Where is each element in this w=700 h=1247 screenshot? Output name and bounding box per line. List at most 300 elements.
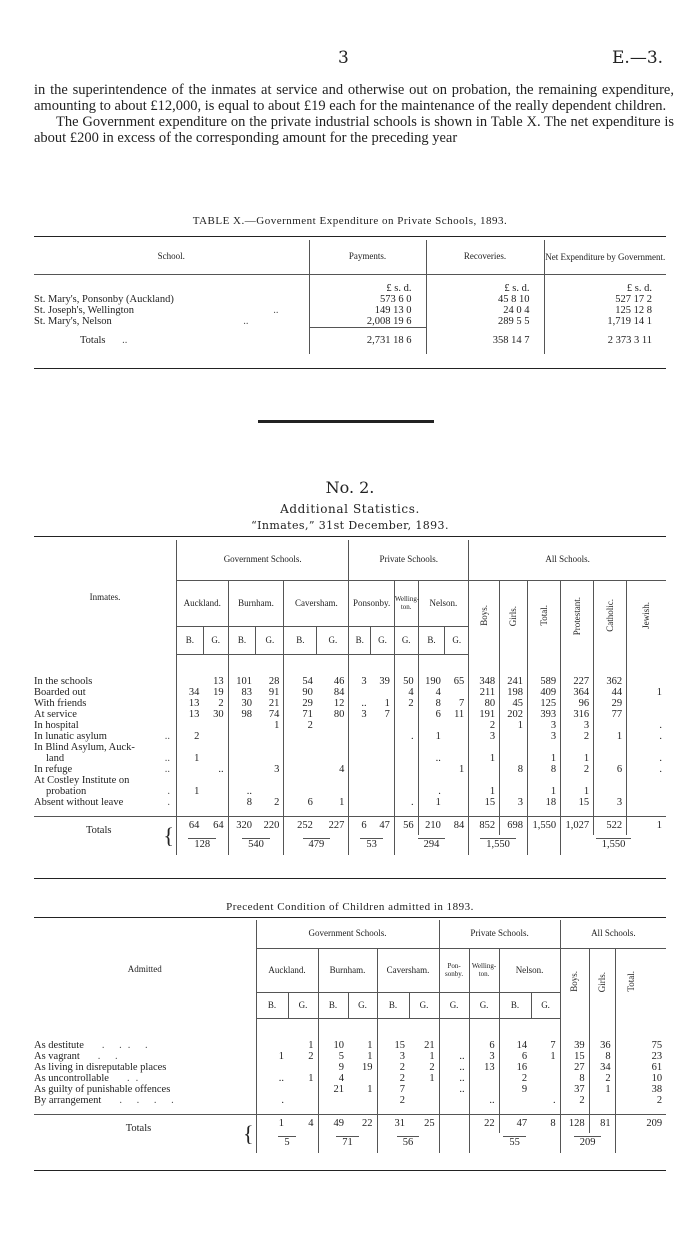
value-cell: .. <box>439 1062 469 1073</box>
col-g: G. <box>394 626 418 654</box>
value-cell <box>317 720 349 731</box>
row-label: land <box>46 753 65 764</box>
col-nelson: Nelson. <box>499 948 560 992</box>
col-wellington: Welling-ton. <box>394 580 418 626</box>
total-cell: 4 <box>308 1118 314 1129</box>
table-row <box>34 742 666 753</box>
total-cell: 84 <box>453 820 465 831</box>
col-girls: Girls. <box>596 971 607 992</box>
value-cell: 1 <box>627 687 666 698</box>
col-g: G. <box>317 626 349 654</box>
value-cell: 364 <box>561 687 594 698</box>
row-label: By arrangement <box>34 1095 102 1106</box>
value-cell: 83 <box>228 687 256 698</box>
table-row <box>34 316 666 328</box>
section-subtitle: Additional Statistics. <box>280 502 420 516</box>
col-catholic: Catholic. <box>604 599 615 633</box>
value-cell: 198 <box>500 687 528 698</box>
value-cell: 1 <box>589 1084 615 1095</box>
total-cell: 227 <box>328 820 345 831</box>
value-cell <box>256 742 284 753</box>
value-cell: 39 <box>560 1040 589 1051</box>
value-cell: 54 <box>284 676 317 687</box>
value-cell: .. <box>256 1073 288 1084</box>
value-cell: 2 <box>377 1095 409 1106</box>
row-label: In refuge <box>34 764 73 775</box>
value-cell <box>627 698 666 709</box>
value-cell <box>371 753 395 764</box>
value-cell: 3 <box>349 676 371 687</box>
total-cell: 209 <box>615 1114 666 1133</box>
value-cell <box>500 742 528 753</box>
value-cell: . <box>627 720 666 731</box>
value-cell: 191 <box>469 709 500 720</box>
total-cell: 47 <box>499 1114 531 1133</box>
unit-pay: £ s. d. <box>309 274 426 294</box>
value-cell: 1 <box>528 786 561 797</box>
value-cell <box>284 775 317 786</box>
value-cell: 1 <box>561 753 594 764</box>
table-row <box>34 720 666 731</box>
value-cell <box>318 1095 348 1106</box>
total-cell: 1 <box>627 816 666 835</box>
table-row <box>34 698 666 709</box>
value-cell: 1 <box>367 1051 373 1062</box>
totals-row: Totals { 1 4 49 22 31 25 22 47 8 128 81 209 <box>34 1114 666 1133</box>
value-cell <box>371 786 395 797</box>
value-cell: 1 <box>528 753 561 764</box>
value-cell: 2 <box>561 731 594 742</box>
value-cell: 15 <box>560 1051 589 1062</box>
value-cell <box>594 786 627 797</box>
value-cell: 50 <box>394 676 418 687</box>
total-cell: 1 <box>256 1114 288 1133</box>
value-cell: 14 <box>499 1040 531 1051</box>
total-cell: 220 <box>263 820 280 831</box>
value-cell <box>228 764 256 775</box>
inmates-table <box>34 540 666 855</box>
value-cell: 6 <box>418 709 445 720</box>
value-cell: 75 <box>615 1040 666 1051</box>
value-cell <box>445 775 469 786</box>
value-cell: 19 <box>362 1062 373 1073</box>
value-cell <box>256 786 284 797</box>
value-cell: 2 <box>176 731 203 742</box>
totals-label: Totals <box>80 335 106 346</box>
value-cell <box>176 676 203 687</box>
value-cell: 13 <box>213 676 224 687</box>
th-school: School. <box>34 240 309 274</box>
value-cell: 1 <box>367 1040 373 1051</box>
value-cell: 71 <box>284 709 317 720</box>
table-row <box>34 709 666 720</box>
table-row <box>34 797 666 808</box>
section-divider <box>258 420 434 423</box>
row-label: In lunatic asylum <box>34 731 107 742</box>
value-cell <box>176 764 203 775</box>
value-cell: 1 <box>384 698 390 709</box>
total-cell: 22 <box>362 1118 373 1129</box>
col-g: G. <box>409 992 439 1018</box>
value-cell <box>418 720 445 731</box>
col-girls: Girls. <box>508 605 519 626</box>
col-total: Total. <box>538 605 549 627</box>
value-cell: 96 <box>561 698 594 709</box>
value-cell: 2 <box>308 1051 314 1062</box>
value-cell: .. <box>228 786 256 797</box>
value-cell <box>371 775 395 786</box>
value-cell <box>176 720 203 731</box>
value-cell: 13 <box>176 698 203 709</box>
section-date: “Inmates,” 31st December, 1893. <box>251 519 449 532</box>
subtotal-cell: 56 <box>397 1136 420 1148</box>
col-b: B. <box>318 992 348 1018</box>
value-cell <box>288 1095 318 1106</box>
value-cell: . <box>418 786 445 797</box>
value-cell <box>203 720 228 731</box>
intro-paragraph-2: The Government expenditure on the private industrial schools is shown in Table X. The net expenditure is about £200 in excess of the corresponding amount for the preceding year <box>34 114 674 146</box>
leader-dots: . . <box>97 1051 124 1062</box>
total-cell: 8 <box>550 1118 556 1129</box>
value-cell: 101 <box>228 676 256 687</box>
value-cell <box>284 731 317 742</box>
school-name: St. Joseph's, Wellington <box>34 305 135 316</box>
col-wellington: Welling-ton. <box>469 948 499 992</box>
value-cell <box>531 1062 560 1073</box>
value-cell: .. <box>439 1084 469 1095</box>
total-cell: 64 <box>213 820 224 831</box>
value-cell: 7 <box>384 709 390 720</box>
value-cell: 65 <box>453 676 465 687</box>
value-cell: 1 <box>339 797 345 808</box>
value-cell <box>627 709 666 720</box>
leader-dots: . <box>167 797 170 808</box>
value-cell <box>349 720 371 731</box>
col-b: B. <box>176 626 203 654</box>
value-cell <box>531 1073 560 1084</box>
value-cell: . <box>394 731 418 742</box>
value-cell: 80 <box>469 698 500 709</box>
th-payments: Payments. <box>309 240 426 274</box>
group-all: All Schools. <box>560 920 666 948</box>
leader-dots: .. <box>122 335 128 346</box>
value-cell: 19 <box>213 687 224 698</box>
subtotal-cell: 53 <box>360 838 383 850</box>
value-cell: 2 <box>377 1073 409 1084</box>
value-cell: 61 <box>615 1062 666 1073</box>
value-cell <box>228 742 256 753</box>
value-cell <box>445 720 469 731</box>
value-cell <box>228 720 256 731</box>
value-cell <box>349 797 371 808</box>
value-cell <box>349 687 371 698</box>
table-row <box>34 731 666 742</box>
value-cell <box>228 753 256 764</box>
table-row <box>34 676 666 687</box>
col-b: B. <box>499 992 531 1018</box>
value-cell: 1 <box>469 753 500 764</box>
value-cell <box>445 753 469 764</box>
row-label: As living in disreputable places <box>34 1062 167 1073</box>
row-label: In Blind Asylum, Auck- <box>34 742 135 753</box>
value-cell: 202 <box>500 709 528 720</box>
value-cell: 21 <box>318 1084 348 1095</box>
table-row <box>34 1051 666 1062</box>
value-cell: 409 <box>528 687 561 698</box>
col-ponsonby: Ponsonby. <box>349 580 394 626</box>
col-total: Total. <box>625 971 636 993</box>
value-cell: 23 <box>615 1051 666 1062</box>
total-cell: 320 <box>228 816 256 835</box>
value-cell <box>394 753 418 764</box>
value-cell <box>348 1073 377 1084</box>
value-cell <box>317 753 349 764</box>
document-ref: E.—3. <box>612 48 664 68</box>
value-cell <box>284 742 317 753</box>
col-b: B. <box>228 626 256 654</box>
value-cell <box>256 731 284 742</box>
table-row <box>34 1084 666 1095</box>
value-cell <box>500 753 528 764</box>
leader-dots: . <box>167 786 170 797</box>
value-cell: 2 <box>560 1095 589 1106</box>
totals-row <box>34 328 666 354</box>
value-cell: 1 <box>550 1051 556 1062</box>
value-cell <box>349 731 371 742</box>
col-ponsonby: Pon-sonby. <box>439 948 469 992</box>
intro-text <box>34 82 674 146</box>
value-cell: . <box>552 1095 556 1106</box>
value-cell <box>284 753 317 764</box>
col-g: G. <box>348 992 377 1018</box>
row-label: As vagrant <box>34 1051 80 1062</box>
value-cell <box>394 775 418 786</box>
value-cell: . <box>627 731 666 742</box>
value-cell: 6 <box>284 797 317 808</box>
value-cell <box>528 775 561 786</box>
value-cell <box>371 797 395 808</box>
value-cell: 2 <box>429 1062 435 1073</box>
value-cell: 4 <box>394 687 418 698</box>
col-g: G. <box>445 626 469 654</box>
value-cell <box>589 1095 615 1106</box>
total-payments: 2,731 18 6 <box>309 328 426 354</box>
value-cell: 21 <box>424 1040 435 1051</box>
value-cell: 3 <box>528 731 561 742</box>
col-burnham: Burnham. <box>318 948 377 992</box>
value-cell <box>203 775 228 786</box>
col-caversham: Caversham. <box>284 580 349 626</box>
col-g: G. <box>371 626 395 654</box>
value-cell <box>627 742 666 753</box>
value-cell: 10 <box>318 1040 348 1051</box>
total-cell: 698 <box>500 816 528 835</box>
subtotal-cell: 479 <box>303 838 331 850</box>
col-auckland: Auckland. <box>256 948 318 992</box>
row-label: probation <box>46 786 87 797</box>
value-cell <box>203 797 228 808</box>
value-cell: 13 <box>176 709 203 720</box>
value-cell: 4 <box>339 764 345 775</box>
subtotal-cell: 71 <box>336 1136 359 1148</box>
value-cell <box>288 1062 318 1073</box>
table-row <box>34 1095 666 1106</box>
leader-dots: .. <box>126 1073 145 1084</box>
value-cell <box>627 775 666 786</box>
subtotal-cell: 1,550 <box>596 838 632 850</box>
value-cell <box>348 1095 377 1106</box>
value-cell: 1 <box>308 1040 314 1051</box>
col-b: B. <box>377 992 409 1018</box>
total-cell: 210 <box>418 816 445 835</box>
value-cell: 37 <box>560 1084 589 1095</box>
value-cell: 8 <box>500 764 528 775</box>
table-row <box>34 294 666 305</box>
value-cell: 6 <box>594 764 627 775</box>
col-g: G. <box>469 992 499 1018</box>
table-row <box>34 753 666 764</box>
value-cell: 12 <box>333 698 345 709</box>
subtotal-cell: 128 <box>188 838 216 850</box>
value-cell: 28 <box>268 676 280 687</box>
value-cell: 2 <box>589 1073 615 1084</box>
total-cell: 852 <box>469 816 500 835</box>
value-cell <box>256 1062 288 1073</box>
school-name: St. Mary's, Ponsonby (Auckland) <box>34 294 174 305</box>
value-cell <box>445 731 469 742</box>
value-cell: 1 <box>274 720 280 731</box>
th-recoveries: Recoveries. <box>426 240 544 274</box>
value-cell: 1 <box>469 786 500 797</box>
value-cell <box>284 786 317 797</box>
value-cell: 30 <box>213 709 224 720</box>
value-cell <box>445 797 469 808</box>
value-cell: 6 <box>499 1051 531 1062</box>
value-cell: . <box>627 764 666 775</box>
total-cell: 81 <box>589 1114 615 1133</box>
col-g: G. <box>531 992 560 1018</box>
value-cell: 18 <box>528 797 561 808</box>
value-cell: 6 <box>469 1040 499 1051</box>
row-label: At Costley Institute on <box>34 775 130 786</box>
col-g: G. <box>203 626 228 654</box>
value-cell <box>203 731 228 742</box>
value-cell: 190 <box>418 676 445 687</box>
value-cell <box>594 720 627 731</box>
inmates-row-header: Inmates. <box>89 591 121 602</box>
total-cell: 47 <box>379 820 390 831</box>
payment-cell: 2,008 19 6 <box>309 316 426 328</box>
value-cell <box>371 731 395 742</box>
th-net: Net Expenditure by Government. <box>544 240 666 274</box>
value-cell <box>500 775 528 786</box>
table-row <box>34 1073 666 1084</box>
totals-label: Totals <box>85 824 112 836</box>
leader-dots: . .. . <box>101 1040 154 1051</box>
value-cell: 1 <box>561 786 594 797</box>
group-all: All Schools. <box>469 540 666 580</box>
row-label: As uncontrollable <box>34 1073 109 1084</box>
total-cell: 64 <box>176 816 203 835</box>
value-cell: 125 <box>528 698 561 709</box>
precedent-row-header: Admitted <box>127 963 162 974</box>
precedent-caption: Precedent Condition of Children admitted in 1893. <box>226 901 474 913</box>
value-cell: 8 <box>228 797 256 808</box>
value-cell: 227 <box>561 676 594 687</box>
value-cell: 34 <box>176 687 203 698</box>
value-cell <box>418 775 445 786</box>
group-government: Government Schools. <box>176 540 348 580</box>
row-label: As guilty of punishable offences <box>34 1084 171 1095</box>
total-cell: 1,550 <box>528 816 561 835</box>
table-row <box>34 1040 666 1051</box>
col-g: G. <box>439 992 469 1018</box>
value-cell <box>394 742 418 753</box>
table-x <box>34 240 666 354</box>
group-government: Government Schools. <box>256 920 439 948</box>
value-cell: 2 <box>394 698 418 709</box>
value-cell: 3 <box>469 1051 499 1062</box>
value-cell <box>469 1073 499 1084</box>
col-boys: Boys. <box>478 605 489 627</box>
col-protestant: Protestant. <box>571 596 582 635</box>
leader-dots: .. <box>164 753 170 764</box>
value-cell <box>500 731 528 742</box>
value-cell: 15 <box>469 797 500 808</box>
value-cell <box>203 742 228 753</box>
value-cell: .. <box>349 698 371 709</box>
col-boys: Boys. <box>569 971 580 993</box>
value-cell <box>594 742 627 753</box>
row-label: As destitute <box>34 1040 84 1051</box>
value-cell: 2 <box>274 797 280 808</box>
value-cell <box>317 775 349 786</box>
table-row <box>34 775 666 786</box>
value-cell: 1 <box>458 764 465 775</box>
value-cell: 5 <box>318 1051 348 1062</box>
value-cell: 589 <box>528 676 561 687</box>
leader-dots: .. <box>164 764 170 775</box>
value-cell <box>349 764 371 775</box>
value-cell: 3 <box>274 764 280 775</box>
value-cell: 84 <box>333 687 345 698</box>
subtotal-cell: 55 <box>503 1136 526 1148</box>
value-cell <box>203 786 228 797</box>
recovery-cell: 45 8 10 <box>426 294 544 305</box>
value-cell: 8 <box>528 764 561 775</box>
section-title: No. 2. <box>325 478 375 497</box>
value-cell: .. <box>218 764 224 775</box>
unit-net: £ s. d. <box>544 274 666 294</box>
value-cell: 7 <box>550 1040 556 1051</box>
value-cell: 1 <box>176 786 203 797</box>
value-cell: 15 <box>377 1040 409 1051</box>
value-cell: 8 <box>589 1051 615 1062</box>
value-cell <box>349 753 371 764</box>
group-private: Private Schools. <box>349 540 469 580</box>
value-cell: 3 <box>377 1051 409 1062</box>
value-cell <box>627 676 666 687</box>
value-cell <box>500 786 528 797</box>
unit-rec: £ s. d. <box>426 274 544 294</box>
value-cell: 91 <box>268 687 280 698</box>
value-cell: 38 <box>615 1084 666 1095</box>
value-cell: 3 <box>500 797 528 808</box>
value-cell <box>371 764 395 775</box>
value-cell <box>469 775 500 786</box>
value-cell: 1 <box>308 1073 314 1084</box>
value-cell: 362 <box>594 676 627 687</box>
